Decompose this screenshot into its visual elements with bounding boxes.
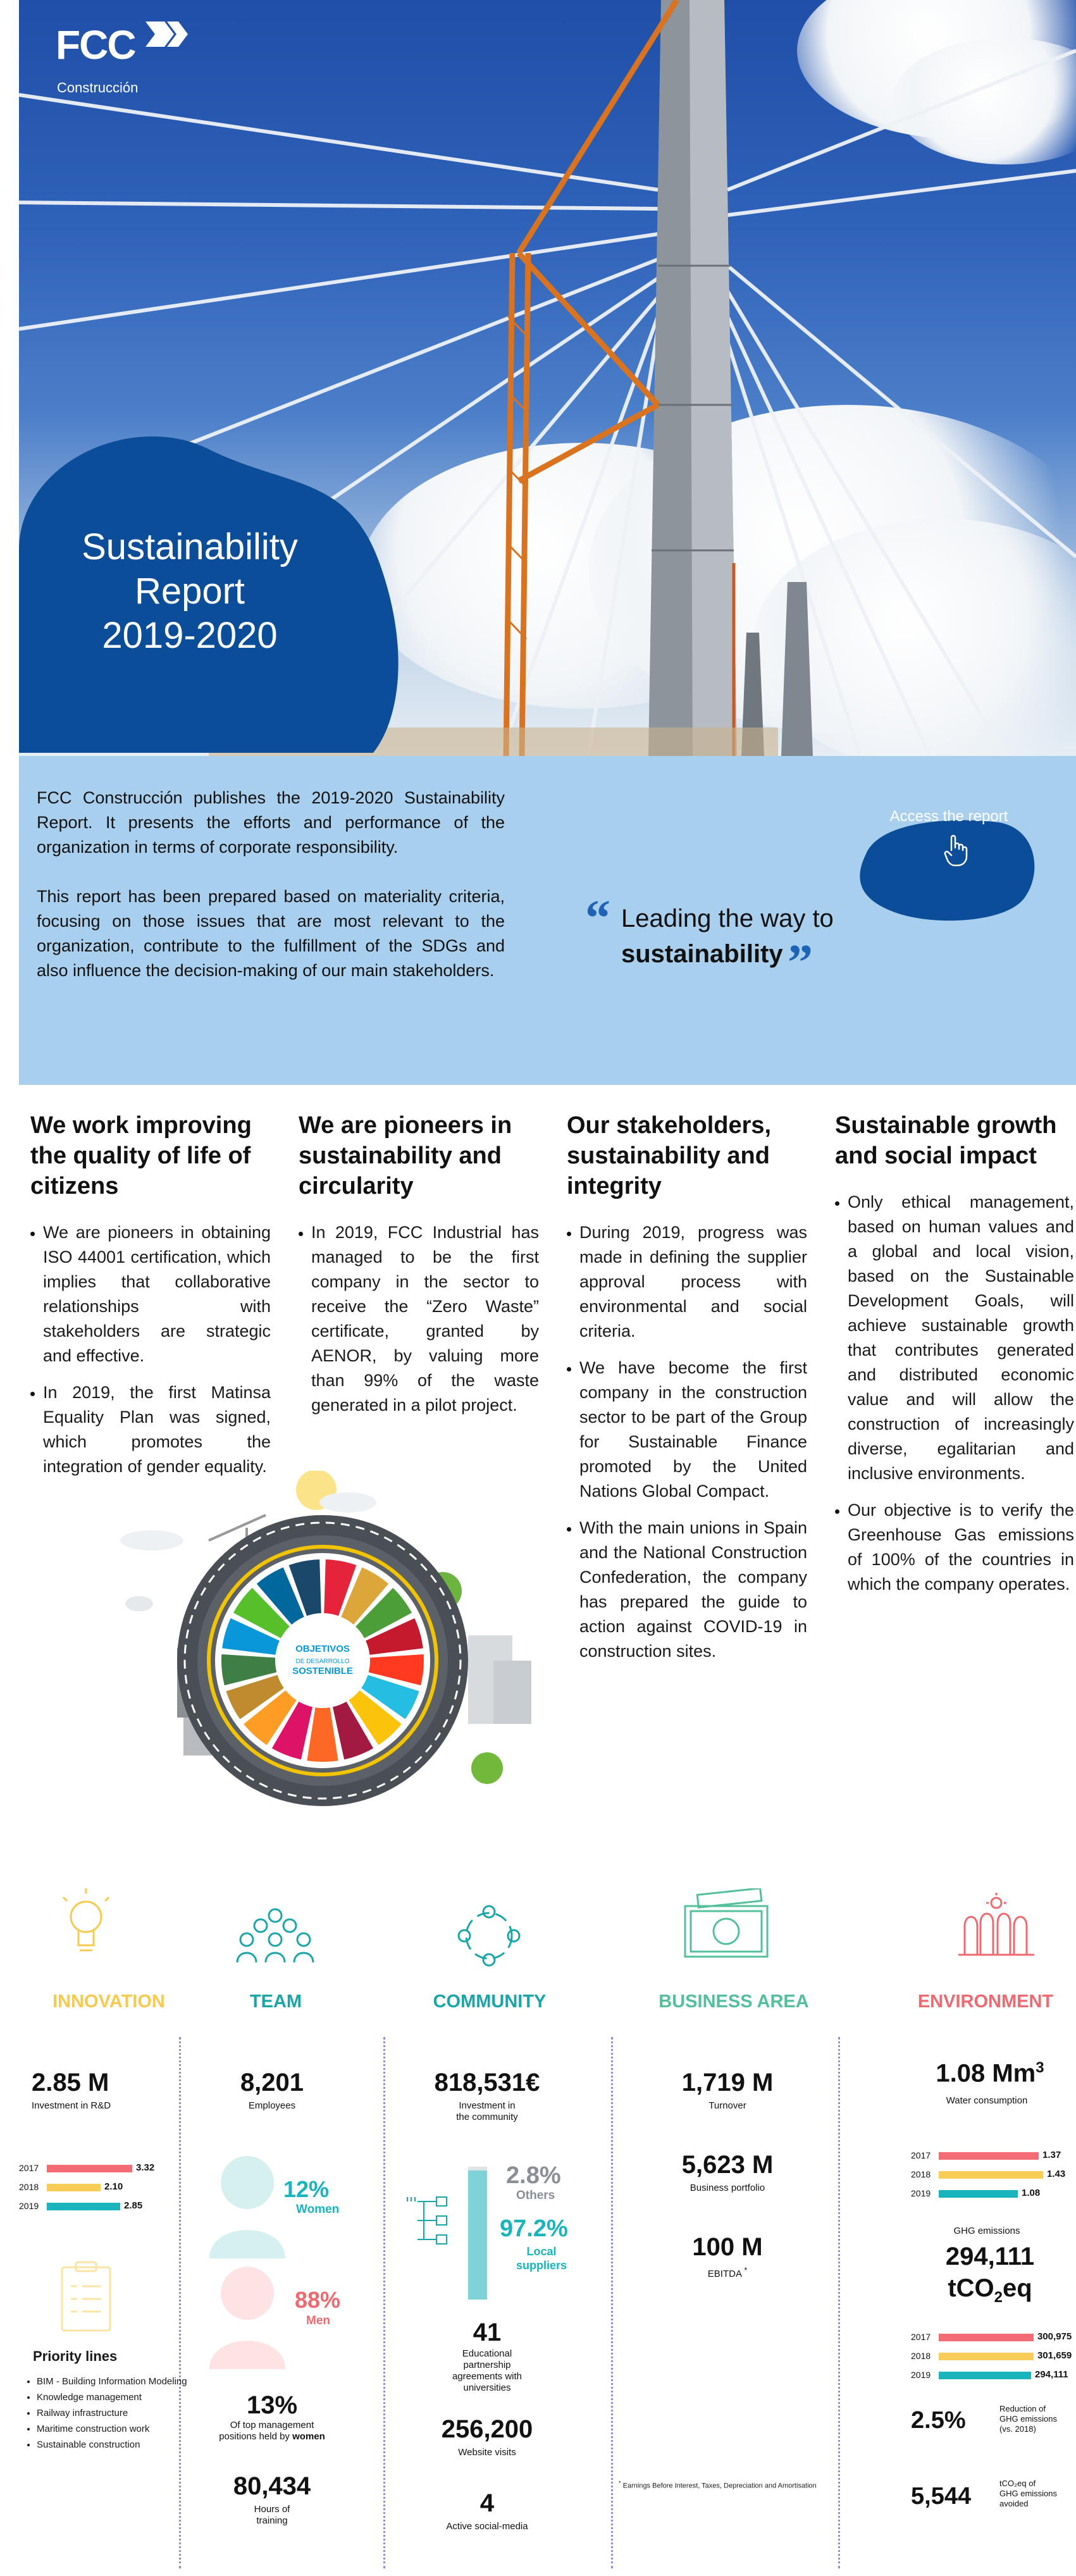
website-visits-value: 256,200 xyxy=(441,2415,533,2443)
priority-line-item: • Knowledge management xyxy=(37,2389,194,2405)
bar-row-2018 xyxy=(911,2348,1076,2365)
quote-line-1: Leading the way to xyxy=(621,905,834,932)
lightbulb-icon xyxy=(61,1888,111,1971)
caption-part: eq xyxy=(1003,2274,1032,2302)
priority-line-item: • Railway infrastructure xyxy=(37,2405,194,2421)
column-divider xyxy=(838,2037,840,2568)
cloud-icon xyxy=(319,1492,376,1513)
column-divider xyxy=(611,2037,613,2568)
bar-value-label: 1.37 xyxy=(1042,2150,1061,2160)
priority-line-item: • Maritime construction work xyxy=(37,2421,194,2437)
business-area-label: BUSINESS AREA xyxy=(659,1991,809,2012)
community-investment-value: 818,531€ xyxy=(434,2069,540,2096)
access-report-button[interactable] xyxy=(853,816,1041,924)
bullet-item: We are pioneers in obtaining ISO 44001 certification, which implies that collaborative relationships with stakeholders are strategic and effective. xyxy=(43,1220,271,1368)
community-label: COMMUNITY xyxy=(433,1991,547,2012)
bullet-item: In 2019, FCC Industrial has managed to be the first company in the sector to receive the “Zero Waste” certificate, granted by AENOR, by valuing more than 99% of the waste generated in a pilot project. xyxy=(311,1220,539,1418)
bar-value-label: 1.43 xyxy=(1047,2169,1066,2179)
caption-part: Reduction of xyxy=(999,2404,1046,2413)
men-percentage: 88% xyxy=(295,2287,341,2313)
ebitda-value: 100 M xyxy=(692,2233,763,2261)
ebitda-caption: EBITDA * xyxy=(707,2266,748,2279)
sdg-label-line-3: SOSTENIBLE xyxy=(292,1666,353,1676)
caption-part: GHG emissions xyxy=(999,2414,1058,2424)
bar-value-label: 301,659 xyxy=(1037,2350,1072,2361)
bar-year-label: 2018 xyxy=(19,2182,39,2192)
column-divider xyxy=(179,2037,181,2568)
logo-division-text: Construcción xyxy=(57,80,139,96)
innovation-label: INNOVATION xyxy=(53,1991,165,2012)
fcc-logo-text: FCC xyxy=(56,22,135,68)
quote-line-2: sustainability xyxy=(621,940,783,968)
bar-year-label: 2019 xyxy=(19,2201,39,2211)
ghg-avoided-caption xyxy=(999,2479,1075,2509)
bullet-item: With the main unions in Spain and the National Construction Confederation, the company has prepared the guide to action against COVID-19 in construction sites. xyxy=(579,1516,807,1664)
bar-year-label: 2017 xyxy=(19,2163,39,2173)
ghg-reduction-value: 2.5% xyxy=(911,2407,966,2434)
top-management-women-caption xyxy=(196,2420,348,2443)
cloud-icon xyxy=(125,1596,153,1611)
close-quote-icon: ” xyxy=(788,935,813,991)
bar-year-label: 2017 xyxy=(911,2332,931,2342)
man-icon xyxy=(206,2262,288,2369)
caption-part: 3 xyxy=(1036,2059,1044,2076)
local-suppliers-percentage: 97.2% xyxy=(500,2215,568,2242)
cloud-icon xyxy=(120,1530,183,1551)
bar-year-label: 2017 xyxy=(911,2150,931,2160)
social-media-caption: Active social-media xyxy=(446,2521,528,2532)
sdg-city-illustration xyxy=(114,1471,544,1838)
website-visits-caption: Website visits xyxy=(458,2447,516,2458)
priority-lines-list xyxy=(23,2374,194,2453)
bar-value-label: 294,111 xyxy=(1035,2369,1068,2380)
column-heading: We are pioneers in sustainability and circularity xyxy=(299,1112,512,1199)
bar-row-2017 xyxy=(911,2148,1076,2164)
ghg-emissions-value: 294,111 xyxy=(945,2243,1035,2270)
bullet-list xyxy=(835,1190,1074,1597)
bullet-item: Our objective is to verify the Greenhouse Gas emissions of 100% of the countries in which the company operates. xyxy=(848,1498,1074,1597)
bullet-item: We have become the first company in the construction sector to be part of the Group for Sustainable Finance promoted by the United Nations Global Compact. xyxy=(579,1356,807,1504)
ghg-emissions-unit xyxy=(911,2274,1069,2307)
bullet-item: During 2019, progress was made in defining the supplier approval process with environmental and social criteria. xyxy=(579,1220,807,1344)
others-suppliers-label: Others xyxy=(516,2189,555,2202)
report-title xyxy=(19,525,361,658)
water-consumption-value xyxy=(911,2059,1069,2088)
rd-investment-caption: Investment in R&D xyxy=(32,2100,111,2111)
bar-2019 xyxy=(939,2190,1018,2198)
tree-icon xyxy=(471,1752,503,1784)
sdg-label-line-1: OBJETIVOS xyxy=(295,1644,350,1654)
supplier-network-icon xyxy=(405,2192,452,2249)
bullet-list xyxy=(299,1220,539,1418)
ghg-avoided-value: 5,544 xyxy=(911,2483,972,2510)
title-line-1: Sustainability xyxy=(82,526,298,567)
caption-part: agreements with xyxy=(452,2371,523,2382)
bar-row-2017 xyxy=(19,2160,193,2177)
intro-paragraph-2: This report has been prepared based on materiality criteria, focusing on those issues that are most relevant to the organization, contribute to the fulfillment of the SDGs and also influence the decision-making of our main stakeholders. xyxy=(37,887,505,980)
bar-2018 xyxy=(47,2184,101,2191)
caption-part: Investment in xyxy=(459,2100,516,2111)
women-percentage: 12% xyxy=(283,2176,330,2202)
team-label: TEAM xyxy=(249,1991,302,2012)
caption-part: avoided xyxy=(999,2499,1029,2508)
bar-year-label: 2018 xyxy=(911,2169,931,2179)
bar-row-2019 xyxy=(911,2367,1076,2384)
access-report-label[interactable]: Access the report xyxy=(889,808,1008,825)
bar-row-2019 xyxy=(19,2198,193,2215)
bar-2017 xyxy=(939,2152,1039,2160)
caption-part: Local xyxy=(526,2245,557,2258)
business-portfolio-caption: Business portfolio xyxy=(690,2183,765,2193)
bar-value-label: 1.08 xyxy=(1022,2188,1041,2198)
caption-part: (vs. 2018) xyxy=(999,2424,1036,2434)
university-agreements-value: 41 xyxy=(473,2319,502,2346)
bar-2017 xyxy=(939,2334,1034,2341)
caption-part: EBITDA xyxy=(707,2269,742,2279)
bar-year-label: 2018 xyxy=(911,2351,931,2361)
bar-year-label: 2019 xyxy=(911,2188,931,2198)
women-label: Women xyxy=(296,2203,340,2216)
column-social-impact xyxy=(835,1110,1074,1609)
bullet-item: In 2019, the first Matinsa Equality Plan was signed, which promotes the integration of gender equality. xyxy=(43,1380,271,1479)
community-network-icon xyxy=(454,1903,524,1969)
bullet-item: Only ethical management, based on human values and a global and local vision, based on the Sustainable Development Goals, will achieve sustainable growth that contributes generated and distributed economic value and will allow the construction of increasingly diverse, egalitarian and inclusive environments. xyxy=(848,1190,1074,1486)
caption-part: Of top management xyxy=(230,2420,314,2430)
fcc-logo xyxy=(56,18,182,100)
column-stakeholders xyxy=(567,1110,807,1676)
caption-part: women xyxy=(292,2431,325,2442)
bar-row-2018 xyxy=(19,2179,193,2196)
caption-part: tCO₂eq of xyxy=(999,2479,1036,2488)
caption-part: suppliers xyxy=(516,2259,567,2272)
bar-value-label: 2.85 xyxy=(124,2200,143,2211)
ghg-emissions-caption: GHG emissions xyxy=(953,2226,1020,2236)
caption-part: the community xyxy=(456,2112,518,2122)
turnover-value: 1,719 M xyxy=(681,2069,774,2096)
supplier-bar-track xyxy=(468,2167,487,2300)
priority-line-item: • BIM - Building Information Modeling xyxy=(37,2374,194,2389)
title-line-2: Report xyxy=(134,571,245,612)
bar-2018 xyxy=(939,2171,1043,2179)
bar-row-2018 xyxy=(911,2167,1076,2183)
bullet-list xyxy=(30,1220,271,1479)
caption-part: universities xyxy=(463,2382,511,2393)
top-management-women-value: 13% xyxy=(246,2391,298,2419)
caption-part: 1.08 Mm xyxy=(936,2059,1036,2088)
rd-investment-value: 2.85 M xyxy=(32,2069,109,2096)
checklist-icon xyxy=(58,2258,114,2334)
bar-year-label: 2019 xyxy=(911,2370,931,2380)
caption-part: 2 xyxy=(994,2289,1003,2306)
training-hours-caption xyxy=(209,2504,335,2527)
caption-part: partnership xyxy=(463,2360,511,2370)
column-divider xyxy=(383,2037,385,2568)
woman-icon xyxy=(206,2151,288,2258)
caption-part: Hours of xyxy=(254,2504,290,2515)
local-suppliers-fill xyxy=(468,2170,487,2300)
turnover-caption: Turnover xyxy=(708,2100,746,2111)
caption-part: GHG emissions xyxy=(999,2489,1058,2498)
priority-line-item: • Sustainable construction xyxy=(37,2437,194,2453)
others-suppliers-percentage: 2.8% xyxy=(506,2162,561,2189)
column-heading: Sustainable growth and social impact xyxy=(835,1112,1057,1169)
forest-icon xyxy=(958,1892,1034,1961)
caption-part: training xyxy=(256,2515,288,2526)
local-suppliers-label xyxy=(504,2245,579,2272)
logo-chevrons-icon xyxy=(145,22,190,47)
employees-caption: Employees xyxy=(248,2100,296,2111)
intro-text xyxy=(37,786,505,1008)
column-heading: We work improving the quality of life of citizens xyxy=(30,1112,252,1199)
bullet-list xyxy=(567,1220,807,1664)
ghg-reduction-caption xyxy=(999,2404,1075,2434)
column-circularity xyxy=(299,1110,539,1430)
environment-label: ENVIRONMENT xyxy=(917,1991,1054,2012)
bar-2019 xyxy=(939,2372,1031,2379)
pointer-hand-icon[interactable] xyxy=(943,834,970,867)
bar-2019 xyxy=(47,2203,120,2210)
open-quote-icon: “ xyxy=(585,891,610,946)
employees-value: 8,201 xyxy=(240,2069,304,2096)
priority-lines-title: Priority lines xyxy=(33,2348,118,2364)
banknote-icon xyxy=(682,1888,770,1964)
bar-2017 xyxy=(47,2165,132,2172)
team-group-icon xyxy=(234,1904,316,1967)
caption-part: Educational xyxy=(462,2348,512,2359)
university-agreements-caption xyxy=(424,2348,550,2394)
bar-2018 xyxy=(939,2353,1034,2360)
caption-part: Earnings Before Interest, Taxes, Depreciation and Amortisation xyxy=(622,2482,817,2490)
training-hours-value: 80,434 xyxy=(233,2472,311,2500)
title-line-3: 2019-2020 xyxy=(102,615,278,656)
bar-value-label: 3.32 xyxy=(136,2162,155,2173)
intro-paragraph-1: FCC Construcción publishes the 2019-2020 Sustainability Report. It presents the efforts and performance of the organization in terms of corporate responsibility. xyxy=(37,788,505,857)
bar-row-2019 xyxy=(911,2186,1076,2202)
social-media-value: 4 xyxy=(479,2489,495,2517)
business-portfolio-value: 5,623 M xyxy=(681,2151,774,2179)
community-investment-caption xyxy=(424,2100,550,2123)
bar-value-label: 2.10 xyxy=(104,2181,123,2192)
column-quality-of-life xyxy=(30,1110,271,1491)
bar-value-label: 300,975 xyxy=(1037,2331,1072,2342)
column-heading: Our stakeholders, sustainability and integrity xyxy=(567,1112,772,1199)
men-label: Men xyxy=(306,2314,330,2327)
ebitda-footnote: * Earnings Before Interest, Taxes, Depreciation and Amortisation xyxy=(619,2480,817,2490)
caption-part: positions held by xyxy=(219,2431,290,2442)
water-consumption-caption: Water consumption xyxy=(946,2095,1028,2106)
bar-row-2017 xyxy=(911,2329,1076,2346)
caption-part: tCO xyxy=(948,2274,994,2302)
sdg-label-line-2: DE DESARROLLO xyxy=(295,1658,350,1665)
